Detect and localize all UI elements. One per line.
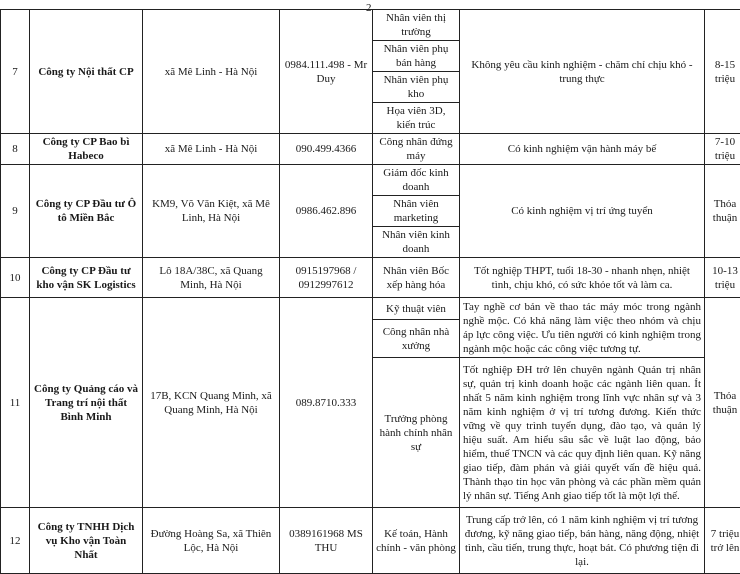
- company-name: Công ty Quảng cáo và Trang trí nội thất Bình Minh: [30, 298, 143, 508]
- job-listings-table: [0, 9, 740, 574]
- job-requirements: Tốt nghiệp ĐH trở lên chuyên ngành Quản trị nhân sự, quản trị kinh doanh hoặc các ngành liên quan. Ít nhất 5 năm kinh nghiệm trong lĩnh vực nhân sự và 3 năm kinh nghiệm ở vị trí tương đương. Kiến thức vững về quy trình tuyển dụng, đào tạo, và quản lý hiệu suất. Am hiểu sâu sắc về luật lao động, bảo hiểm, thuế TNCN và các quy định liên quan. Kỹ năng giao tiếp, đàm phán và giải quyết vấn đề hiệu quả. Thành thạo tin học văn phòng và các phần mềm quản lý nhân sự. Tiếng Anh giao tiếp tốt là một lợi thế.: [460, 358, 705, 508]
- job-requirements: Không yêu cầu kinh nghiệm - chăm chỉ chịu khó - trung thực: [460, 10, 705, 134]
- job-position: Nhân viên phụ bán hàng: [373, 41, 460, 72]
- job-position: Giám đốc kinh doanh: [373, 165, 460, 196]
- job-position: Trưởng phòng hành chính nhân sự: [373, 358, 460, 508]
- row-number: 10: [1, 258, 30, 298]
- job-requirements: Trung cấp trở lên, có 1 năm kinh nghiệm vị trí tương đương, kỹ năng giao tiếp, bán hàng, năng động, nhiệt tình, cầu tiến, trung thực, hoạt bát. Có phương tiện đi lại.: [460, 508, 705, 574]
- contact-phone: 0389161968 MS THU: [280, 508, 373, 574]
- salary: Thỏa thuận: [705, 298, 740, 508]
- salary: Thỏa thuận: [705, 165, 740, 258]
- salary: 7-10 triệu: [705, 134, 740, 165]
- row-number: 11: [1, 298, 30, 508]
- job-position: Nhân viên marketing: [373, 196, 460, 227]
- job-position: Kế toán, Hành chính - văn phòng: [373, 508, 460, 574]
- table-row: [1, 258, 740, 298]
- company-address: xã Mê Linh - Hà Nội: [143, 134, 280, 165]
- contact-phone: 0915197968 / 0912997612: [280, 258, 373, 298]
- company-name: Công ty CP Bao bì Habeco: [30, 134, 143, 165]
- salary: 7 triệu trở lên: [705, 508, 740, 574]
- row-number: 9: [1, 165, 30, 258]
- job-position: Công nhân đứng máy: [373, 134, 460, 165]
- table-row: [1, 10, 740, 41]
- job-requirements: Tốt nghiệp THPT, tuổi 18-30 - nhanh nhẹn, nhiệt tình, chịu khó, có sức khỏe tốt và làm ca.: [460, 258, 705, 298]
- job-position: Nhân viên Bốc xếp hàng hóa: [373, 258, 460, 298]
- company-name: Công ty CP Đầu tư Ô tô Miền Bắc: [30, 165, 143, 258]
- company-address: 17B, KCN Quang Minh, xã Quang Minh, Hà Nội: [143, 298, 280, 508]
- company-name: Công ty Nội thất CP: [30, 10, 143, 134]
- company-address: Lô 18A/38C, xã Quang Minh, Hà Nội: [143, 258, 280, 298]
- job-position: Kỹ thuật viên: [373, 298, 460, 320]
- contact-phone: 089.8710.333: [280, 298, 373, 508]
- job-position: Họa viên 3D, kiến trúc: [373, 103, 460, 134]
- row-number: 8: [1, 134, 30, 165]
- table-row: [1, 508, 740, 574]
- job-position: Công nhân nhà xưởng: [373, 320, 460, 358]
- page-number: 2: [366, 2, 372, 14]
- job-position: Nhân viên kinh doanh: [373, 227, 460, 258]
- contact-phone: 090.499.4366: [280, 134, 373, 165]
- salary: 8-15 triệu: [705, 10, 740, 134]
- company-address: xã Mê Linh - Hà Nội: [143, 10, 280, 134]
- job-position: Nhân viên thị trường: [373, 10, 460, 41]
- contact-phone: 0984.111.498 - Mr Duy: [280, 10, 373, 134]
- table-row: [1, 298, 740, 320]
- row-number: 12: [1, 508, 30, 574]
- company-address: KM9, Võ Văn Kiệt, xã Mê Linh, Hà Nội: [143, 165, 280, 258]
- job-requirements: Tay nghề cơ bản về thao tác máy móc trong ngành nghề mộc. Có khả năng làm việc theo nhóm và chịu áp lực công việc. Ưu tiên người có kinh nghiệm trong ngành mộc hoặc các công việc tương tự.: [460, 298, 705, 358]
- company-name: Công ty CP Đầu tư kho vận SK Logistics: [30, 258, 143, 298]
- job-position: Nhân viên phụ kho: [373, 72, 460, 103]
- company-address: Đường Hoàng Sa, xã Thiên Lộc, Hà Nội: [143, 508, 280, 574]
- job-requirements: Có kinh nghiệm vận hành máy bế: [460, 134, 705, 165]
- contact-phone: 0986.462.896: [280, 165, 373, 258]
- job-requirements: Có kinh nghiệm vị trí ứng tuyển: [460, 165, 705, 258]
- table-row: [1, 165, 740, 196]
- company-name: Công ty TNHH Dịch vụ Kho vận Toàn Nhất: [30, 508, 143, 574]
- row-number: 7: [1, 10, 30, 134]
- salary: 10-13 triệu: [705, 258, 740, 298]
- table-row: [1, 134, 740, 165]
